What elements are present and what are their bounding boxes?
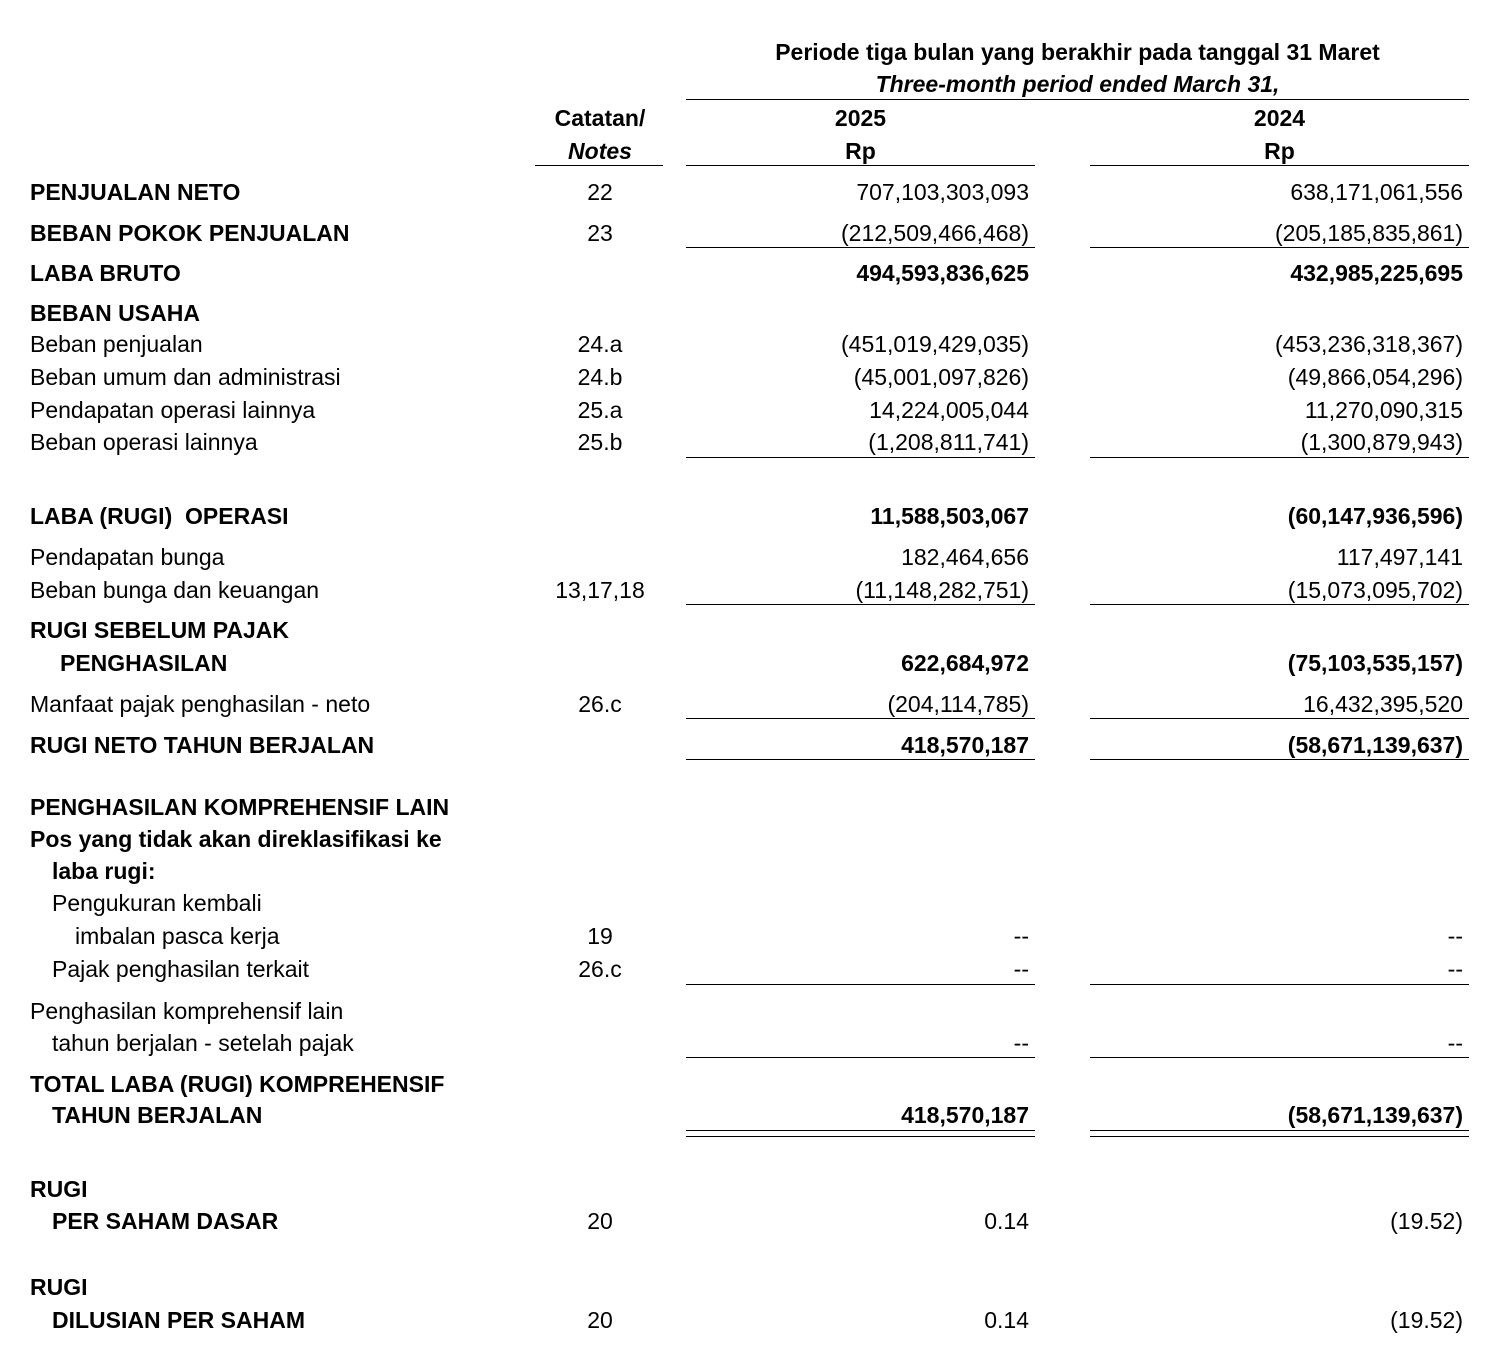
row-note-beban-bunga: 13,17,18 (555, 577, 645, 603)
row-label-pengukuran-kembali-1: Pengukuran kembali (52, 890, 262, 916)
row-label-eps-basic-1: RUGI (30, 1176, 88, 1202)
row-label-penjualan-neto: PENJUALAN NETO (30, 179, 241, 205)
row-2025-manfaat-pajak: (204,114,785) (887, 691, 1029, 717)
row-label-eps-diluted-1: RUGI (30, 1274, 88, 1300)
row-label-total-komprehensif-2: TAHUN BERJALAN (52, 1102, 263, 1128)
row-label-rugi-sebelum-pajak-2: PENGHASILAN (60, 650, 228, 676)
row-note-manfaat-pajak: 26.c (578, 691, 622, 717)
col-2024-header-rule (1090, 165, 1469, 166)
row-label-eps-basic-2: PER SAHAM DASAR (52, 1208, 279, 1234)
section-oci: PENGHASILAN KOMPREHENSIF LAIN (30, 794, 450, 820)
row-label-beban-bunga: Beban bunga dan keuangan (30, 577, 320, 603)
col-2025-header-rule (686, 165, 1035, 166)
rule-beban-operasi-2024 (1090, 457, 1469, 458)
row-label-beban-pokok: BEBAN POKOK PENJUALAN (30, 220, 350, 246)
row-2024-beban-penjualan: (453,236,318,367) (1275, 331, 1463, 357)
row-label-pengukuran-kembali-2: imbalan pasca kerja (75, 923, 280, 949)
row-label-total-komprehensif-1: TOTAL LABA (RUGI) KOMPREHENSIF (30, 1071, 445, 1097)
rule-beban-bunga-2024 (1090, 604, 1469, 605)
row-note-beban-penjualan: 24.a (577, 331, 623, 357)
row-note-beban-pokok: 23 (587, 220, 613, 246)
row-2024-pengukuran-kembali: -- (1447, 923, 1463, 949)
row-label-beban-operasi-lain: Beban operasi lainnya (30, 429, 258, 455)
row-note-penjualan-neto: 22 (587, 179, 613, 205)
period-title-en: Three-month period ended March 31, (875, 71, 1280, 97)
rule-manfaat-pajak-2024 (1090, 718, 1469, 719)
row-label-beban-penjualan: Beban penjualan (30, 331, 203, 357)
double-rule-bottom-2025 (686, 1136, 1035, 1137)
notes-header-en: Notes (568, 138, 632, 164)
row-note-pajak-terkait: 26.c (578, 956, 622, 982)
row-2025-beban-pokok: (212,509,466,468) (841, 220, 1029, 246)
row-2024-beban-operasi-lain: (1,300,879,943) (1300, 429, 1463, 455)
row-2025-beban-operasi-lain: (1,208,811,741) (868, 429, 1029, 455)
row-2025-oci-net: -- (1013, 1030, 1029, 1056)
row-2025-pendapatan-bunga: 182,464,656 (901, 544, 1029, 570)
double-rule-top-2024 (1090, 1130, 1469, 1131)
row-label-laba-bruto: LABA BRUTO (30, 260, 181, 286)
period-title-id: Periode tiga bulan yang berakhir pada tanggal 31 Maret (775, 39, 1380, 65)
row-2024-pendapatan-bunga: 117,497,141 (1336, 544, 1463, 570)
row-2024-penjualan-neto: 638,171,061,556 (1290, 179, 1463, 205)
row-2025-penjualan-neto: 707,103,303,093 (856, 179, 1029, 205)
row-note-beban-umum: 24.b (577, 364, 623, 390)
year-2025-header: 2025 (834, 105, 887, 131)
rule-beban-pokok-2024 (1090, 247, 1469, 248)
row-label-pendapatan-bunga: Pendapatan bunga (30, 544, 225, 570)
rule-oci-net-2025 (686, 1057, 1035, 1058)
row-2024-pajak-terkait: -- (1447, 956, 1463, 982)
section-pos-2: laba rugi: (52, 858, 156, 884)
rule-pajak-terkait-2025 (686, 984, 1035, 985)
row-2024-beban-pokok: (205,185,835,861) (1275, 220, 1463, 246)
row-2024-total-komprehensif: (58,671,139,637) (1287, 1102, 1463, 1128)
row-label-beban-umum: Beban umum dan administrasi (30, 364, 341, 390)
row-2025-pajak-terkait: -- (1013, 956, 1029, 982)
row-2024-beban-umum: (49,866,054,296) (1287, 364, 1463, 390)
section-beban-usaha: BEBAN USAHA (30, 300, 200, 326)
rule-oci-net-2024 (1090, 1057, 1469, 1058)
row-2024-rugi-neto: (58,671,139,637) (1287, 732, 1463, 758)
year-2024-header: 2024 (1253, 105, 1306, 131)
currency-2025-header: Rp (845, 138, 876, 164)
currency-2024-header: Rp (1264, 138, 1295, 164)
row-2024-beban-bunga: (15,073,095,702) (1287, 577, 1463, 603)
row-label-rugi-neto: RUGI NETO TAHUN BERJALAN (30, 732, 375, 758)
rule-pajak-terkait-2024 (1090, 984, 1469, 985)
row-note-beban-operasi-lain: 25.b (577, 429, 623, 455)
row-2025-laba-bruto: 494,593,836,625 (856, 260, 1029, 286)
row-2025-beban-penjualan: (451,019,429,035) (841, 331, 1029, 357)
row-2025-eps-basic: 0.14 (984, 1208, 1029, 1234)
rule-beban-pokok-2025 (686, 247, 1035, 248)
row-label-oci-net-1: Penghasilan komprehensif lain (30, 998, 344, 1024)
row-label-pajak-terkait: Pajak penghasilan terkait (52, 956, 309, 982)
row-note-pendapatan-operasi-lain: 25.a (577, 397, 623, 423)
section-pos-1: Pos yang tidak akan direklasifikasi ke (30, 826, 442, 852)
double-rule-bottom-2024 (1090, 1136, 1469, 1137)
row-2024-laba-bruto: 432,985,225,695 (1290, 260, 1463, 286)
header-rule (686, 99, 1469, 100)
row-2024-pendapatan-operasi-lain: 11,270,090,315 (1304, 397, 1463, 423)
row-2025-beban-umum: (45,001,097,826) (853, 364, 1029, 390)
row-2024-rugi-sebelum-pajak: (75,103,535,157) (1287, 650, 1463, 676)
row-2025-beban-bunga: (11,148,282,751) (855, 577, 1029, 603)
row-2025-rugi-neto: 418,570,187 (901, 732, 1029, 758)
row-label-pendapatan-operasi-lain: Pendapatan operasi lainnya (30, 397, 316, 423)
row-label-eps-diluted-2: DILUSIAN PER SAHAM (52, 1307, 306, 1333)
row-label-manfaat-pajak: Manfaat pajak penghasilan - neto (30, 691, 371, 717)
row-2024-eps-diluted: (19.52) (1390, 1307, 1463, 1333)
notes-header-rule (535, 165, 663, 166)
row-2025-total-komprehensif: 418,570,187 (901, 1102, 1029, 1128)
row-label-rugi-sebelum-pajak-1: RUGI SEBELUM PAJAK (30, 617, 289, 643)
row-2025-eps-diluted: 0.14 (984, 1307, 1029, 1333)
row-2024-laba-operasi: (60,147,936,596) (1287, 503, 1463, 529)
row-label-laba-operasi: LABA (RUGI) OPERASI (30, 503, 289, 529)
row-2025-laba-operasi: 11,588,503,067 (870, 503, 1029, 529)
rule-rugi-neto-2024 (1090, 759, 1469, 760)
row-2024-oci-net: -- (1447, 1030, 1463, 1056)
row-note-eps-basic: 20 (587, 1208, 613, 1234)
notes-header-id: Catatan/ (554, 105, 646, 131)
row-2024-eps-basic: (19.52) (1390, 1208, 1463, 1234)
rule-rugi-neto-2025 (686, 759, 1035, 760)
rule-beban-bunga-2025 (686, 604, 1035, 605)
row-note-eps-diluted: 20 (587, 1307, 613, 1333)
double-rule-top-2025 (686, 1130, 1035, 1131)
row-2025-rugi-sebelum-pajak: 622,684,972 (901, 650, 1029, 676)
row-2025-pendapatan-operasi-lain: 14,224,005,044 (869, 397, 1029, 423)
rule-beban-operasi-2025 (686, 457, 1035, 458)
row-2024-manfaat-pajak: 16,432,395,520 (1303, 691, 1463, 717)
row-label-oci-net-2: tahun berjalan - setelah pajak (52, 1030, 354, 1056)
row-note-pengukuran-kembali: 19 (587, 923, 613, 949)
row-2025-pengukuran-kembali: -- (1013, 923, 1029, 949)
rule-manfaat-pajak-2025 (686, 718, 1035, 719)
